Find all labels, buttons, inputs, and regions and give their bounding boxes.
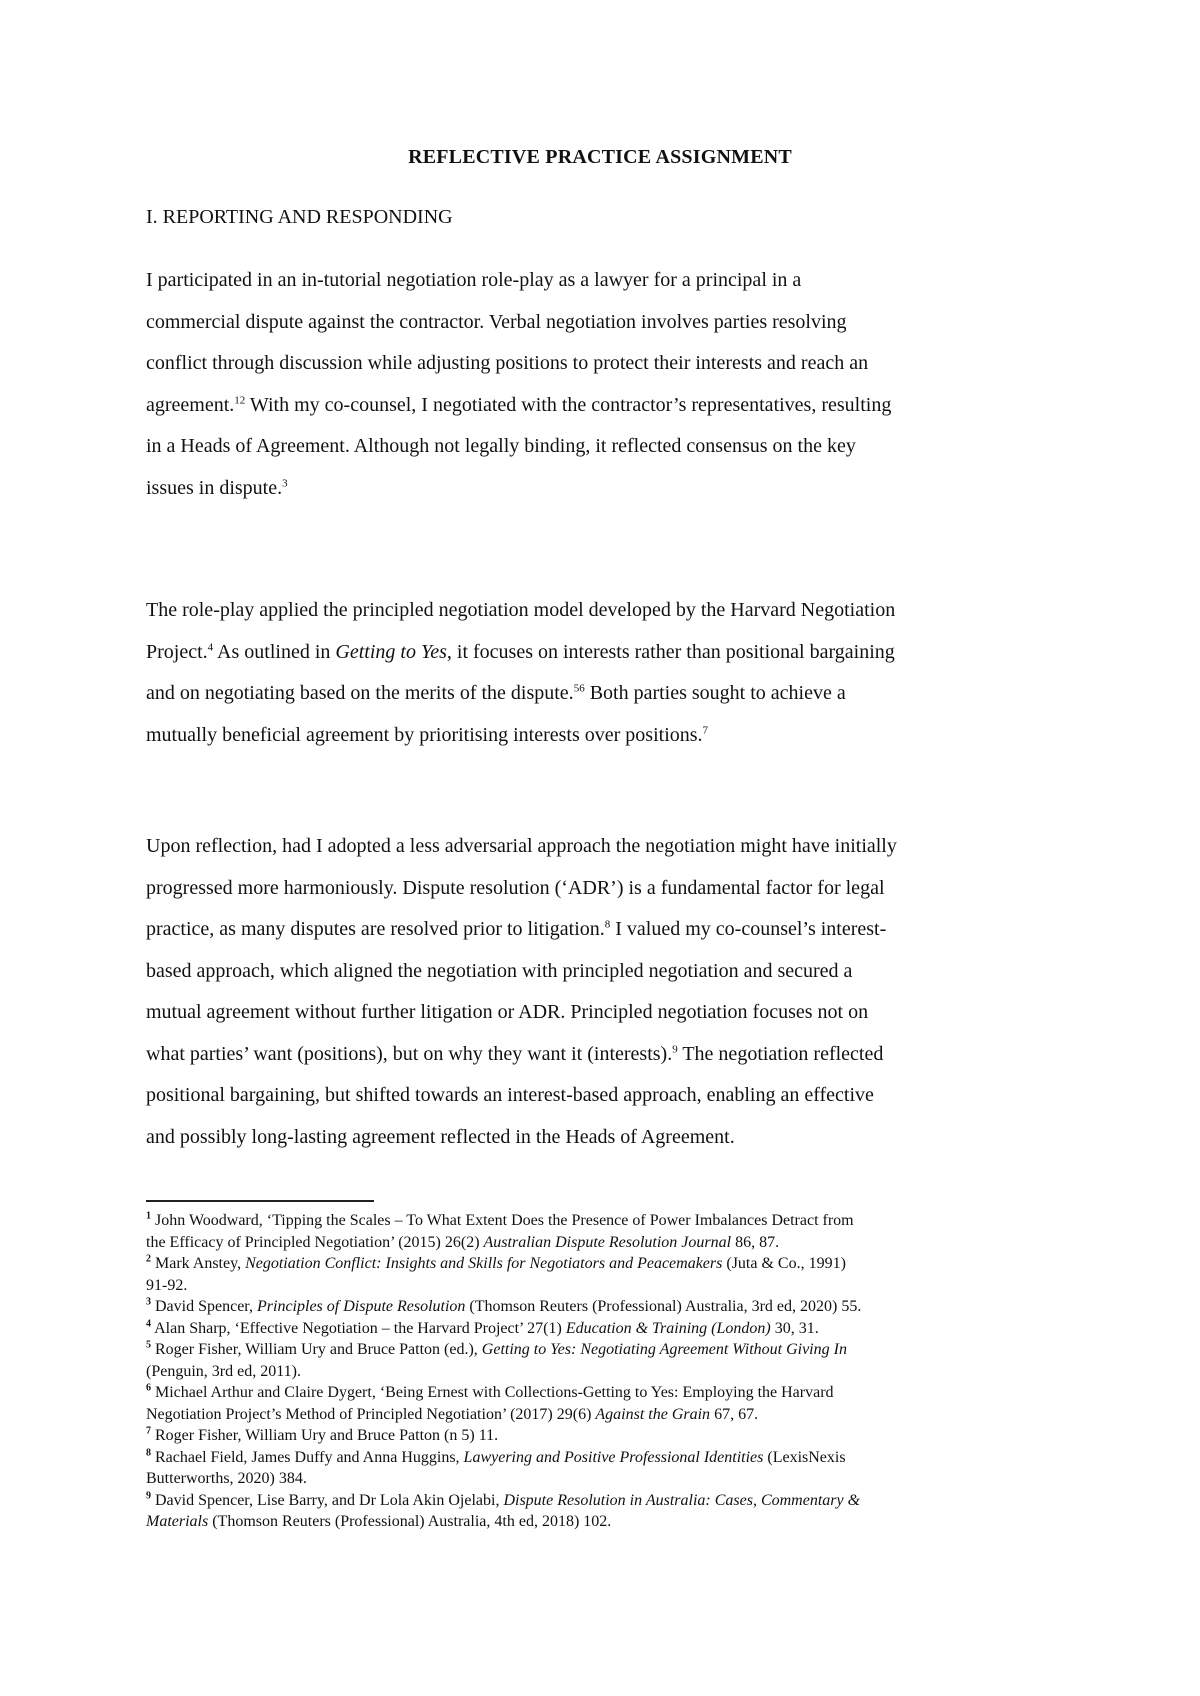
footnote-number: 1	[146, 1210, 151, 1222]
footnote-ref[interactable]: 8	[604, 918, 611, 931]
footnote-text: David Spencer,	[151, 1298, 257, 1315]
footnote-number: 7	[146, 1425, 151, 1437]
footnote-number: 4	[146, 1318, 151, 1330]
footnotes	[146, 1210, 1066, 1533]
footnote-text: Alan Sharp, ‘Effective Negotiation – the Harvard Project’ 27(1)	[151, 1319, 566, 1337]
footnote-5-cont: (Penguin, 3rd ed, 2011).	[146, 1362, 301, 1380]
footnote-5	[146, 1339, 1066, 1361]
section-heading: I. REPORTING AND RESPONDING	[146, 206, 453, 228]
book-title: Dispute Resolution in Australia: Cases, Commentary &	[503, 1491, 861, 1509]
text-span: As outlined in	[213, 640, 336, 663]
footnote-ref[interactable]: 3	[282, 476, 288, 489]
footnote-text: Michael Arthur and Claire Dygert, ‘Being Ernest with Collections-Getting to Yes: Employing the Harvard	[151, 1384, 834, 1401]
paragraph-2	[146, 590, 1066, 756]
book-title: Getting to Yes	[335, 640, 447, 663]
footnote-8	[146, 1447, 1066, 1469]
footnote-3	[146, 1296, 1066, 1318]
text-span: , it focuses on interests rather than positional bargaining	[446, 640, 895, 663]
footnote-2-cont: 91-92.	[146, 1276, 188, 1294]
footnote-9	[146, 1490, 1066, 1512]
book-title: Materials	[146, 1513, 209, 1530]
footnote-text: Roger Fisher, William Ury and Bruce Patton (n 5) 11.	[151, 1427, 499, 1444]
footnote-text: Mark Anstey,	[151, 1255, 246, 1272]
text-span: agreement.	[146, 393, 235, 416]
footnote-text: (Juta & Co., 1991)	[722, 1255, 846, 1272]
paragraph-line	[146, 715, 1066, 757]
footnote-text: (Thomson Reuters (Professional) Australia, 3rd ed, 2020) 55.	[465, 1298, 862, 1315]
footnote-text: Roger Fisher, William Ury and Bruce Patton (ed.),	[151, 1341, 482, 1358]
paragraph-line: The role-play applied the principled negotiation model developed by the Harvard Negotiation	[146, 599, 896, 621]
paragraph-line: I participated in an in-tutorial negotiation role-play as a lawyer for a principal in a	[146, 269, 802, 291]
footnote-1	[146, 1210, 1066, 1232]
text-span: Both parties sought to achieve a	[584, 682, 846, 704]
text-span: what parties’ want (positions), but on why they want it (interests).	[146, 1042, 673, 1065]
paragraph-line	[146, 1034, 1066, 1076]
document-title: REFLECTIVE PRACTICE ASSIGNMENT	[408, 146, 792, 168]
book-title: Principles of Dispute Resolution	[257, 1298, 466, 1315]
paragraph-line	[146, 909, 1066, 951]
paragraph-3	[146, 826, 1066, 1158]
footnote-ref[interactable]: 7	[702, 723, 709, 736]
text-span: With my co-counsel, I negotiated with the contractor’s representatives, resulting	[245, 393, 892, 416]
footnote-text: Rachael Field, James Duffy and Anna Huggins,	[151, 1448, 464, 1466]
text-span: and on negotiating based on the merits of the dispute.	[146, 682, 574, 704]
footnote-text: (LexisNexis	[763, 1448, 846, 1466]
footnote-text: John Woodward, ‘Tipping the Scales – To What Extent Does the Presence of Power Imbalances Detract from	[151, 1212, 854, 1229]
paragraph-line	[146, 385, 1066, 427]
text-span: I valued my co-counsel’s interest-	[610, 918, 887, 940]
footnote-number: 5	[146, 1339, 151, 1351]
book-title: Negotiation Conflict: Insights and Skills for Negotiators and Peacemakers	[245, 1255, 723, 1272]
book-title: Lawyering and Positive Professional Identities	[463, 1448, 764, 1466]
footnote-separator	[146, 1200, 374, 1202]
footnote-9-cont	[146, 1511, 1066, 1533]
footnote-number: 9	[146, 1490, 151, 1502]
footnote-7	[146, 1425, 1066, 1447]
footnote-text: 67, 67.	[710, 1405, 759, 1423]
footnote-8-cont: Butterworths, 2020) 384.	[146, 1470, 307, 1487]
text-span: Project.	[146, 640, 208, 663]
footnote-ref[interactable]: 56	[573, 682, 585, 695]
footnote-ref[interactable]: 12	[234, 393, 246, 406]
paragraph-line: in a Heads of Agreement. Although not legally binding, it reflected consensus on the key	[146, 435, 856, 457]
footnote-text: David Spencer, Lise Barry, and Dr Lola Akin Ojelabi,	[151, 1491, 504, 1509]
footnote-text: Negotiation Project’s Method of Principled Negotiation’ (2017) 29(6)	[146, 1405, 596, 1423]
footnote-text: (Thomson Reuters (Professional) Australia, 4th ed, 2018) 102.	[208, 1513, 612, 1530]
paragraph-line: based approach, which aligned the negotiation with principled negotiation and secured a	[146, 959, 853, 982]
footnote-number: 2	[146, 1253, 151, 1265]
paragraph-line: conflict through discussion while adjusting positions to protect their interests and reach an	[146, 352, 869, 374]
journal-title: Against the Grain	[595, 1405, 711, 1423]
paragraph-line	[146, 468, 1066, 510]
journal-title: Education & Training (London)	[565, 1319, 771, 1337]
footnote-ref[interactable]: 9	[672, 1042, 678, 1055]
footnote-text: the Efficacy of Principled Negotiation’ (2015) 26(2)	[146, 1233, 484, 1251]
footnote-text: 30, 31.	[770, 1319, 819, 1337]
footnote-text: 86, 87.	[731, 1233, 780, 1251]
text-span: issues in dispute.	[146, 476, 283, 499]
text-span: practice, as many disputes are resolved prior to litigation.	[146, 918, 605, 940]
paragraph-1	[146, 260, 1066, 509]
footnote-6-cont	[146, 1404, 1066, 1426]
footnote-number: 6	[146, 1382, 151, 1394]
paragraph-line	[146, 673, 1066, 715]
paragraph-line: positional bargaining, but shifted towards an interest-based approach, enabling an effective	[146, 1084, 874, 1106]
paragraph-line: Upon reflection, had I adopted a less adversarial approach the negotiation might have initially	[146, 835, 897, 857]
journal-title: Australian Dispute Resolution Journal	[483, 1233, 732, 1251]
paragraph-line: and possibly long-lasting agreement reflected in the Heads of Agreement.	[146, 1125, 735, 1148]
footnote-4	[146, 1318, 1066, 1340]
text-span: mutually beneficial agreement by prioritising interests over positions.	[146, 723, 703, 746]
footnote-number: 3	[146, 1296, 151, 1308]
paragraph-line: progressed more harmoniously. Dispute resolution (‘ADR’) is a fundamental factor for legal	[146, 876, 885, 899]
footnote-ref[interactable]: 4	[207, 640, 214, 653]
footnote-number: 8	[146, 1447, 151, 1459]
footnote-1-cont	[146, 1232, 1066, 1254]
text-span: The negotiation reflected	[677, 1042, 884, 1065]
footnote-2	[146, 1253, 1066, 1275]
paragraph-line: mutual agreement without further litigation or ADR. Principled negotiation focuses not on	[146, 1001, 869, 1023]
paragraph-line	[146, 632, 1066, 674]
footnote-6	[146, 1382, 1066, 1404]
book-title: Getting to Yes: Negotiating Agreement Without Giving In	[481, 1341, 847, 1358]
paragraph-line: commercial dispute against the contractor. Verbal negotiation involves parties resolving	[146, 310, 847, 333]
